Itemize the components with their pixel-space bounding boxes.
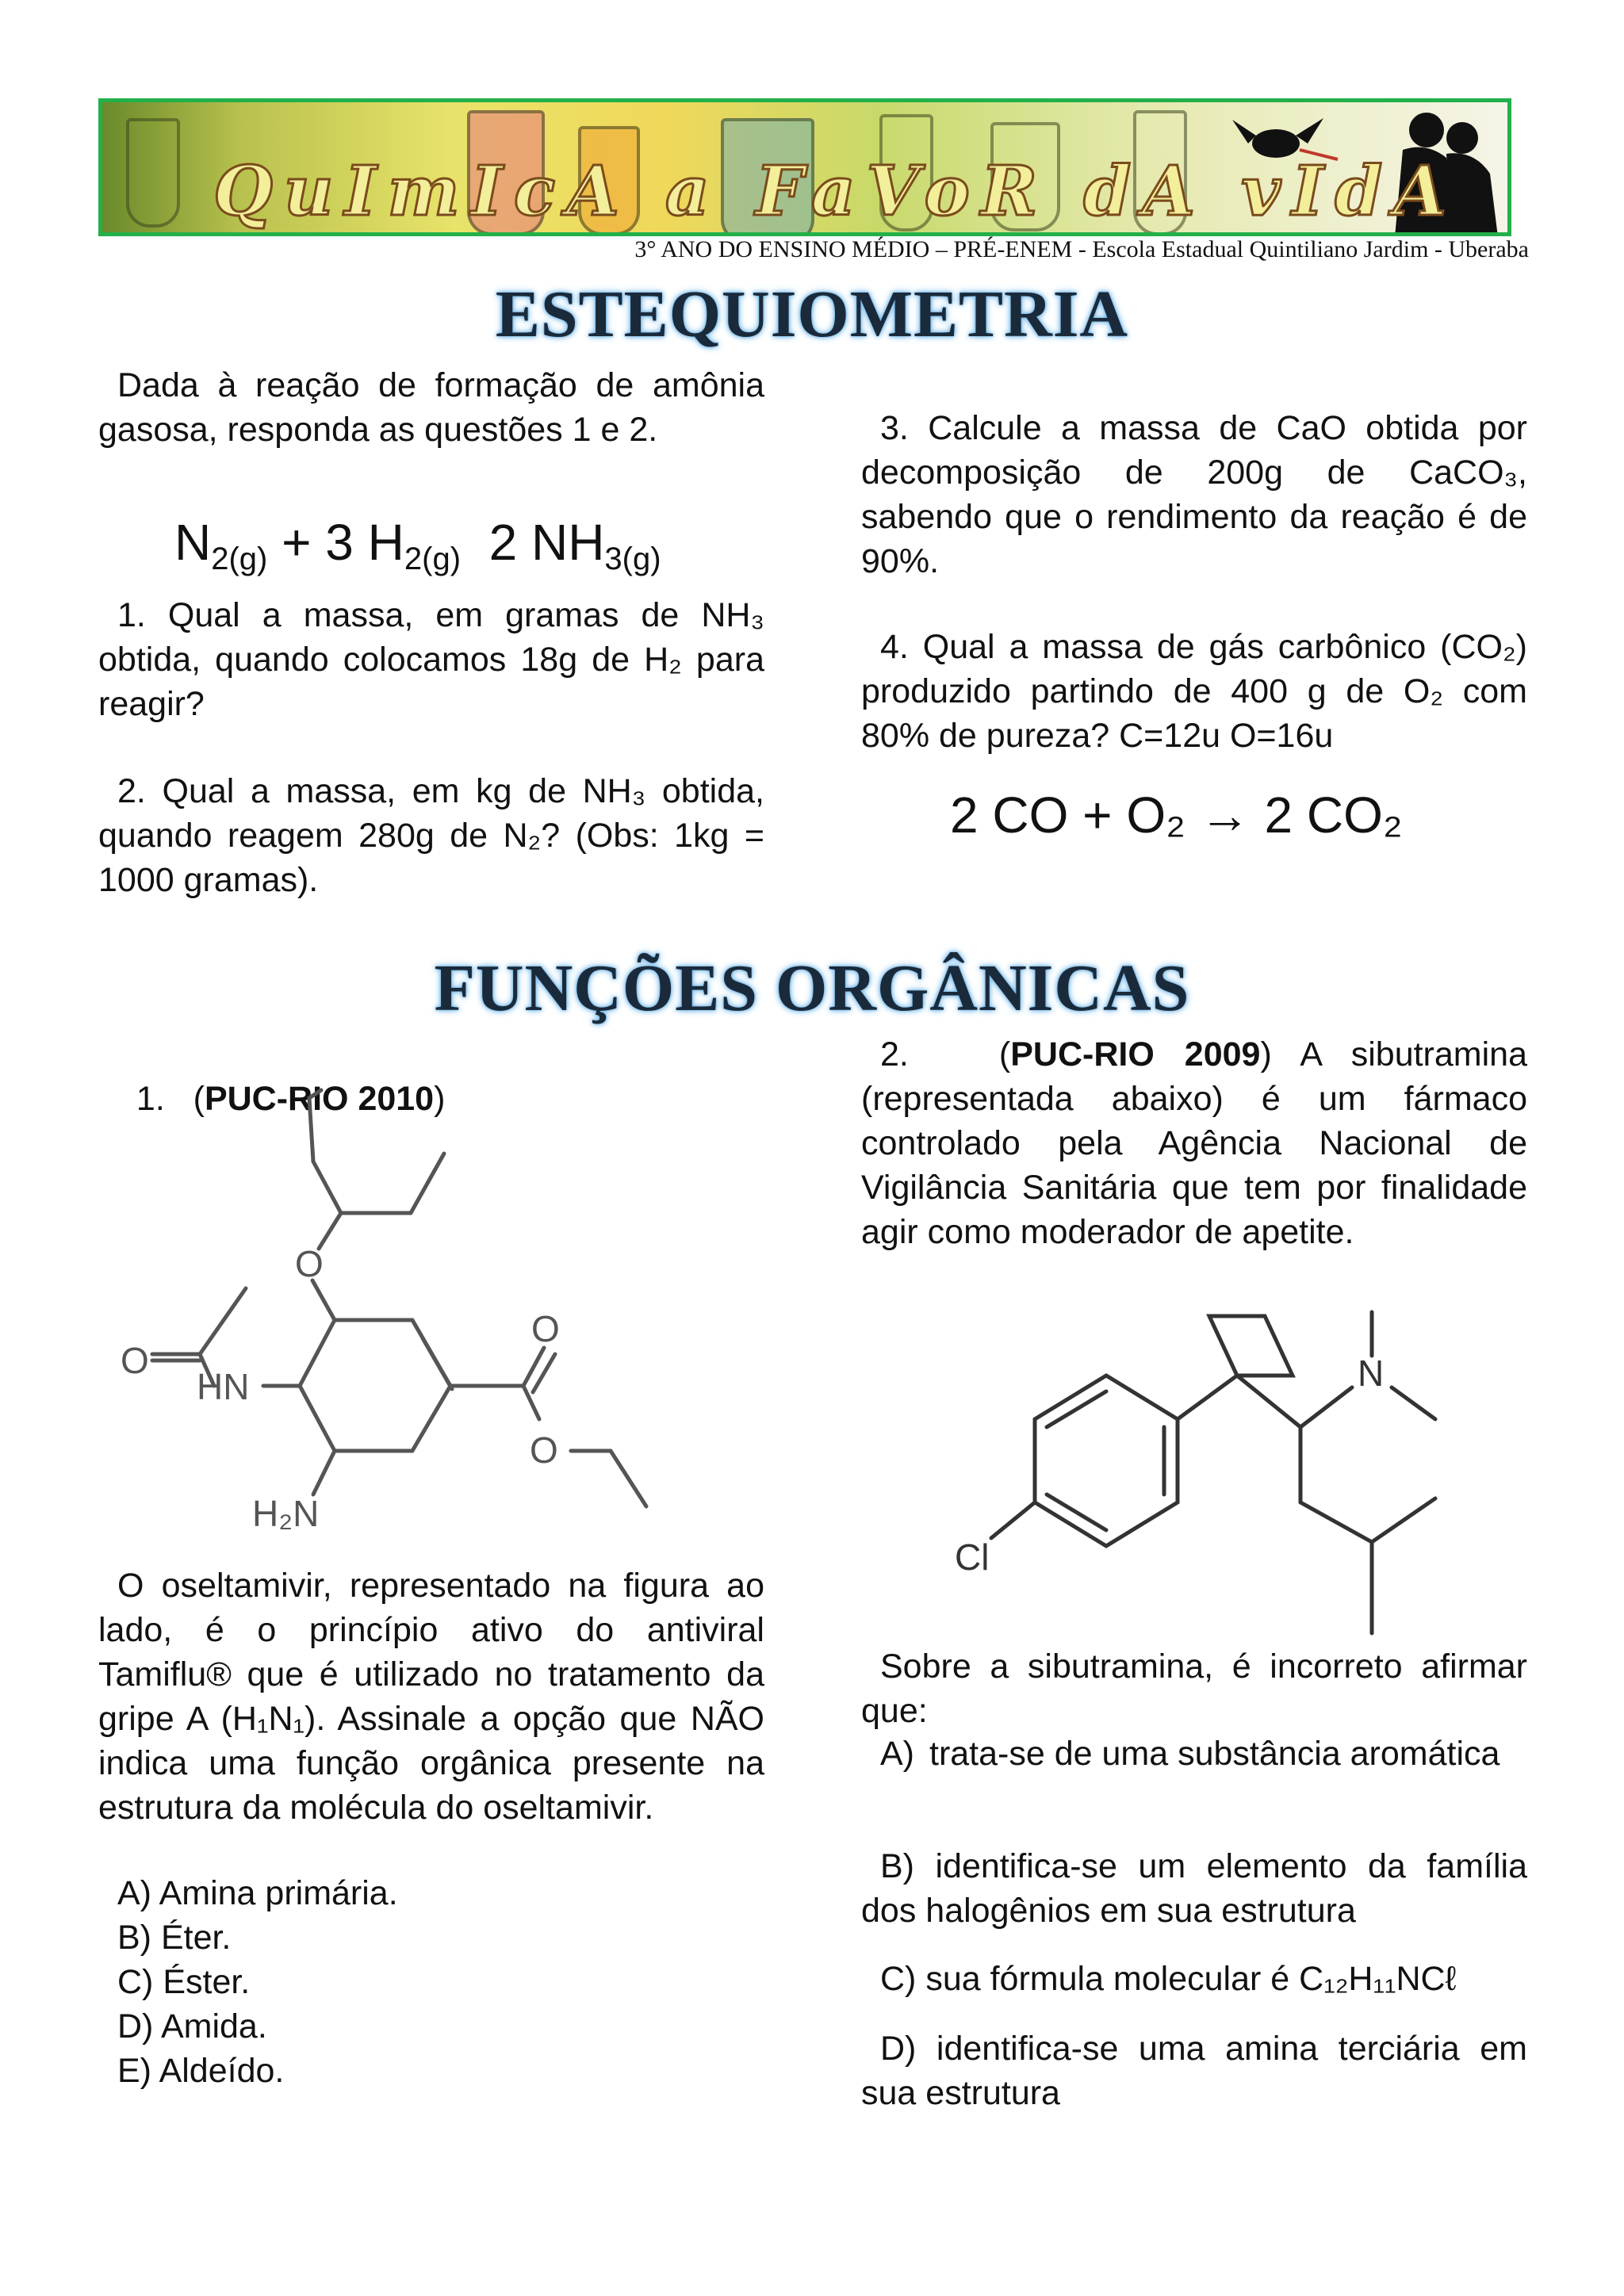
org-q2-option-d: D) identifica-se uma amina terciária em sua estrutura: [861, 2030, 1527, 2112]
org-q2-number: 2. (: [880, 1035, 1011, 1073]
org-question-2-stem: Sobre a sibutramina, é incorreto afirmar que:: [861, 1647, 1527, 1730]
label-o-ether: O: [295, 1243, 324, 1284]
org-q2-source: PUC-RIO 2009: [1010, 1035, 1261, 1073]
equation-co2: 2 CO + O₂ → 2 CO₂: [950, 786, 1403, 844]
option-d: D) Amida.: [117, 2007, 267, 2045]
org-q2-option-a-letter: A): [880, 1735, 914, 1773]
question-3: 3. Calcule a massa de CaO obtida por decomposição de 200g de CaCO₃, sabendo que o rendimento da reação é de 90%.: [861, 409, 1527, 580]
question-4: 4. Qual a massa de gás carbônico (CO₂) produzido partindo de 400 g de O₂ com 80% de pureza? C=12u O=16u: [861, 628, 1527, 755]
header-banner: [98, 98, 1511, 236]
org-q2-body: ) A sibutramina (representada abaixo) é um fármaco controlado pela Agência Nacional de Vigilância Sanitária que tem por finalidade agir como moderador de apetite.: [861, 1035, 1527, 1251]
org-q1-number: 1. (: [136, 1080, 205, 1118]
school-line: 3° ANO DO ENSINO MÉDIO – PRÉ-ENEM - Escola Estadual Quintiliano Jardim - Uberaba: [634, 236, 1529, 262]
eq-h: + 3 H: [267, 514, 404, 571]
flask-icon: [126, 118, 180, 228]
org-q2-option-b: B) identifica-se um elemento da família dos halogênios em sua estrutura: [861, 1847, 1527, 1930]
section-title-funcoes-organicas: FUNÇÕES ORGÂNICAS: [434, 951, 1190, 1025]
org-q1-close: ): [434, 1080, 446, 1118]
question-2: 2. Qual a massa, em kg de NH₃ obtida, quando reagem 280g de N₂? (Obs: 1kg = 1000 gramas).: [98, 772, 764, 899]
org-q2-option-a: [880, 1732, 1527, 1776]
label-hn: HN: [197, 1366, 250, 1407]
org-q1-source: PUC-RIO 2010: [204, 1080, 435, 1118]
banner-title: QuImIcA a FaVoR dA vIdA: [213, 151, 1458, 232]
eq-h-sub: 2(g): [404, 541, 462, 576]
org-question-2-text: [861, 1032, 1527, 1254]
org-question-1-options: [117, 1871, 752, 2093]
eq-n: N: [174, 514, 212, 571]
org-question-1-text: O oseltamivir, representado na figura ao lado, é o princípio ativo do antiviral Tamiflu® que é utilizado no tratamento da gripe A (H₁N₁). Assinale a opção que NÃO indica uma função orgânica presente na estrutura da molécula do oseltamivir.: [98, 1567, 764, 1827]
label-h2n: H₂N: [252, 1493, 320, 1534]
section-title-estequiometria: ESTEQUIOMETRIA: [495, 277, 1129, 351]
section1-intro: Dada à reação de formação de amônia gasosa, responda as questões 1 e 2.: [98, 366, 764, 449]
label-o-ester: O: [530, 1429, 558, 1471]
label-o-carbonyl: O: [531, 1308, 560, 1349]
option-a: A) Amina primária.: [117, 1874, 398, 1912]
option-b: B) Éter.: [117, 1919, 232, 1957]
org-q2-option-c: C) sua fórmula molecular é C₁₂H₁₁NCℓ: [880, 1960, 1457, 1998]
option-c: C) Éster.: [117, 1963, 251, 2001]
oseltamivir-structure: [111, 1086, 698, 1538]
org-q2-option-a-text: trata-se de uma substância aromática: [929, 1735, 1500, 1773]
eq-product: 2 NH: [461, 514, 605, 571]
label-cl: Cl: [955, 1536, 990, 1578]
eq-n-sub: 2(g): [211, 541, 268, 576]
sibutramine-structure: [944, 1300, 1459, 1649]
label-n: N: [1358, 1353, 1385, 1394]
option-e: E) Aldeído.: [117, 2052, 285, 2090]
eq-product-sub: 3(g): [604, 541, 661, 576]
question-1: 1. Qual a massa, em gramas de NH₃ obtida, quando colocamos 18g de H₂ para reagir?: [98, 596, 764, 723]
label-o-amide: O: [121, 1340, 149, 1381]
equation-ammonia: [174, 514, 661, 587]
